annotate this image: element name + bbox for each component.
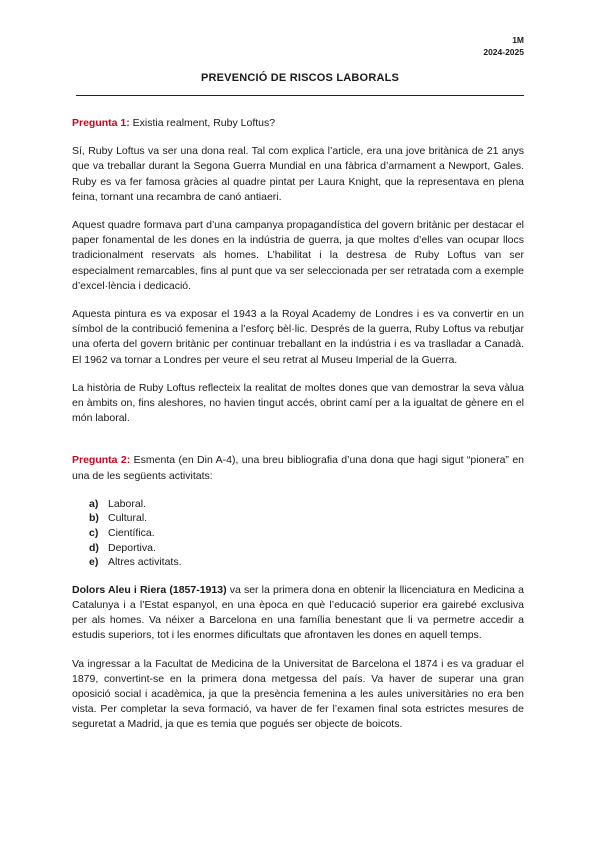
list-marker: a) bbox=[89, 497, 99, 510]
question-1-label: Pregunta 1: bbox=[72, 117, 130, 129]
list-item-text: Altres activitats. bbox=[108, 556, 182, 569]
list-marker: d) bbox=[89, 541, 99, 554]
activity-list bbox=[72, 497, 524, 570]
school-year: 2024-2025 bbox=[483, 47, 524, 57]
document-body bbox=[72, 116, 524, 746]
list-marker: b) bbox=[89, 512, 99, 525]
answer-1-paragraph-4: La història de Ruby Loftus reflecteix la realitat de moltes dones que van demostrar la seva vàlua en àmbits on, fins aleshores, no havien tingut accés, obrint camí per a la igualtat de gènere en el món laboral. bbox=[72, 381, 524, 425]
answer-1-paragraph-1: Sí, Ruby Loftus va ser una dona real. Tal com explica l’article, era una jove britànica de 21 anys que va treballar durant la Segona Guerra Mundial en una fàbrica d’armament a Newport, Gales. Ruby es va fer famosa gràcies al quadre pintat per Laura Knight, que la representava en plena feina, tornant una recambra de canó antiaeri. bbox=[72, 145, 524, 203]
title-underline bbox=[76, 95, 524, 96]
question-1 bbox=[72, 116, 524, 131]
question-2-text: Esmenta (en Din A-4), una breu bibliografia d’una dona que hagi sigut “pionera” en una de les següents activitats: bbox=[72, 454, 524, 482]
list-item-text: Laboral. bbox=[108, 497, 146, 510]
question-2 bbox=[72, 453, 524, 483]
biography-text: va ser la primera dona en obtenir la llicenciatura en Medicina a Catalunya i a l’Estat espanyol, en una època en què l’educació superior era gairebé exclusiva per als homes. Va néixer a Barcelona en una família benestant que li va permetre accedir a estudis superiors, tot i les enormes dificultats que afrontaven les dones en aquell temps. bbox=[72, 583, 524, 642]
list-item bbox=[89, 541, 524, 556]
list-item-text: Deportiva. bbox=[108, 541, 156, 554]
answer-1-paragraph-3: Aquesta pintura es va exposar el 1943 a la Royal Academy de Londres i es va convertir en un símbol de la contribució femenina a l’esforç bèl·lic. Després de la guerra, Ruby Loftus va rebutjar una oferta del govern britànic per continuar treballant en la indústria i es va traslladar a Canadà. El 1962 va tornar a Londres per veure el seu retrat al Museu Imperial de la Guerra. bbox=[72, 308, 524, 366]
list-marker: c) bbox=[89, 527, 99, 540]
list-item-text: Científica. bbox=[108, 527, 155, 540]
question-2-label: Pregunta 2: bbox=[72, 454, 131, 467]
biography-name: Dolors Aleu i Riera (1857-1913) bbox=[72, 583, 227, 596]
answer-2-paragraph-1 bbox=[72, 583, 524, 644]
section-gap bbox=[72, 439, 524, 453]
header-meta bbox=[483, 34, 524, 58]
list-item bbox=[89, 511, 524, 526]
list-item bbox=[89, 526, 524, 541]
list-item bbox=[89, 497, 524, 512]
list-item-text: Cultural. bbox=[108, 512, 148, 525]
grade-label: 1M bbox=[512, 35, 524, 45]
list-marker: e) bbox=[89, 556, 99, 569]
answer-2-paragraph-2: Va ingressar a la Facultat de Medicina de la Universitat de Barcelona el 1874 i es va graduar el 1879, convertint-se en la primera dona metgessa del país. Va haver de superar una gran oposició social i acadèmica, ja que la presència femenina a les aules universitàries no era ben vista. Per completar la seva formació, va haver de fer l’examen final sota estrictes mesures de seguretat a Madrid, ja que es temia que pogués ser objecte de boicots. bbox=[72, 657, 524, 731]
question-1-text: Existia realment, Ruby Loftus? bbox=[129, 117, 276, 129]
answer-1-paragraph-2: Aquest quadre formava part d’una campanya propagandística del govern britànic per destacar el paper fonamental de les dones en la indústria de guerra, ja que moltes d’elles van ocupar llocs tradicionalment reservats als homes. L’habilitat i la destresa de Ruby Loftus van ser especialment remarcables, fins al punt que va ser seleccionada per ser retratada com a exemple d’excel·lència i dedicació. bbox=[72, 219, 524, 292]
document-title: PREVENCIÓ DE RISCOS LABORALS bbox=[200, 72, 400, 84]
list-item bbox=[89, 555, 524, 570]
